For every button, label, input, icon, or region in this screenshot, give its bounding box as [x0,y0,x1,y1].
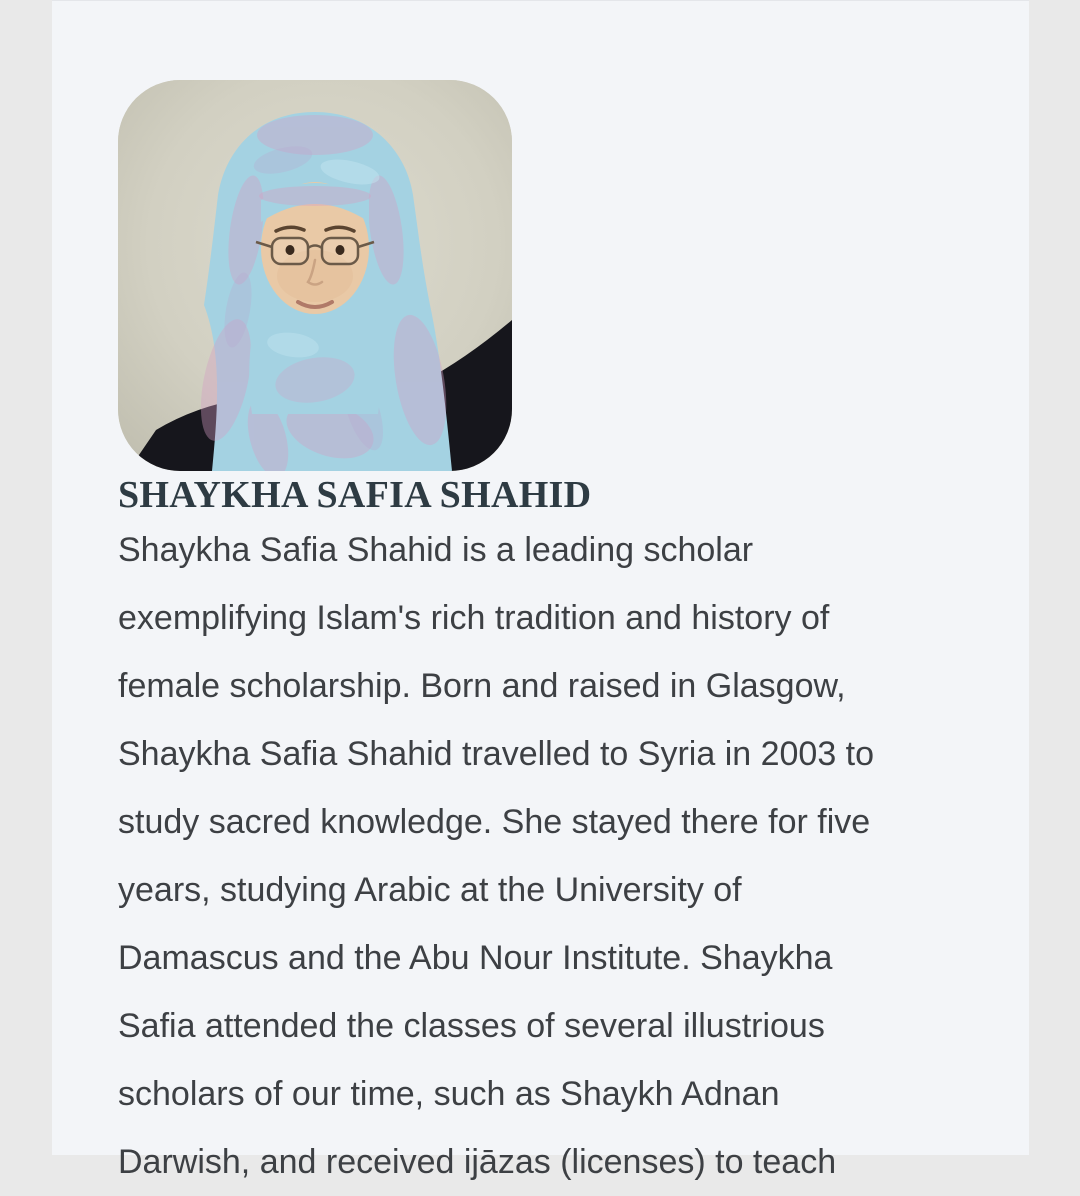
bio-line: Damascus and the Abu Nour Institute. Shaykha [118,939,833,977]
content-panel [52,0,1029,1181]
bio-line: Shaykha Safia Shahid travelled to Syria in 2003 to [118,735,875,773]
profile-bio [118,516,1029,1196]
bio-line: exemplifying Islam's rich tradition and history of [118,599,830,637]
bio-line: Safia attended the classes of several illustrious [118,1007,825,1045]
bio-line: study sacred knowledge. She stayed there for five [118,803,871,841]
profile-photo [118,80,512,471]
bio-line: scholars of our time, such as Shaykh Adnan [118,1075,780,1113]
bio-line: female scholarship. Born and raised in Glasgow, [118,667,846,705]
bio-line: Shaykha Safia Shahid is a leading scholar [118,531,754,569]
profile-name-heading: SHAYKHA SAFIA SHAHID [118,474,592,516]
profile-photo-illustration [118,80,512,471]
bio-line: years, studying Arabic at the University of [118,871,742,909]
profile-section [52,1,1029,1196]
bio-line: Darwish, and received ijāzas (licenses) to teach [118,1143,837,1181]
